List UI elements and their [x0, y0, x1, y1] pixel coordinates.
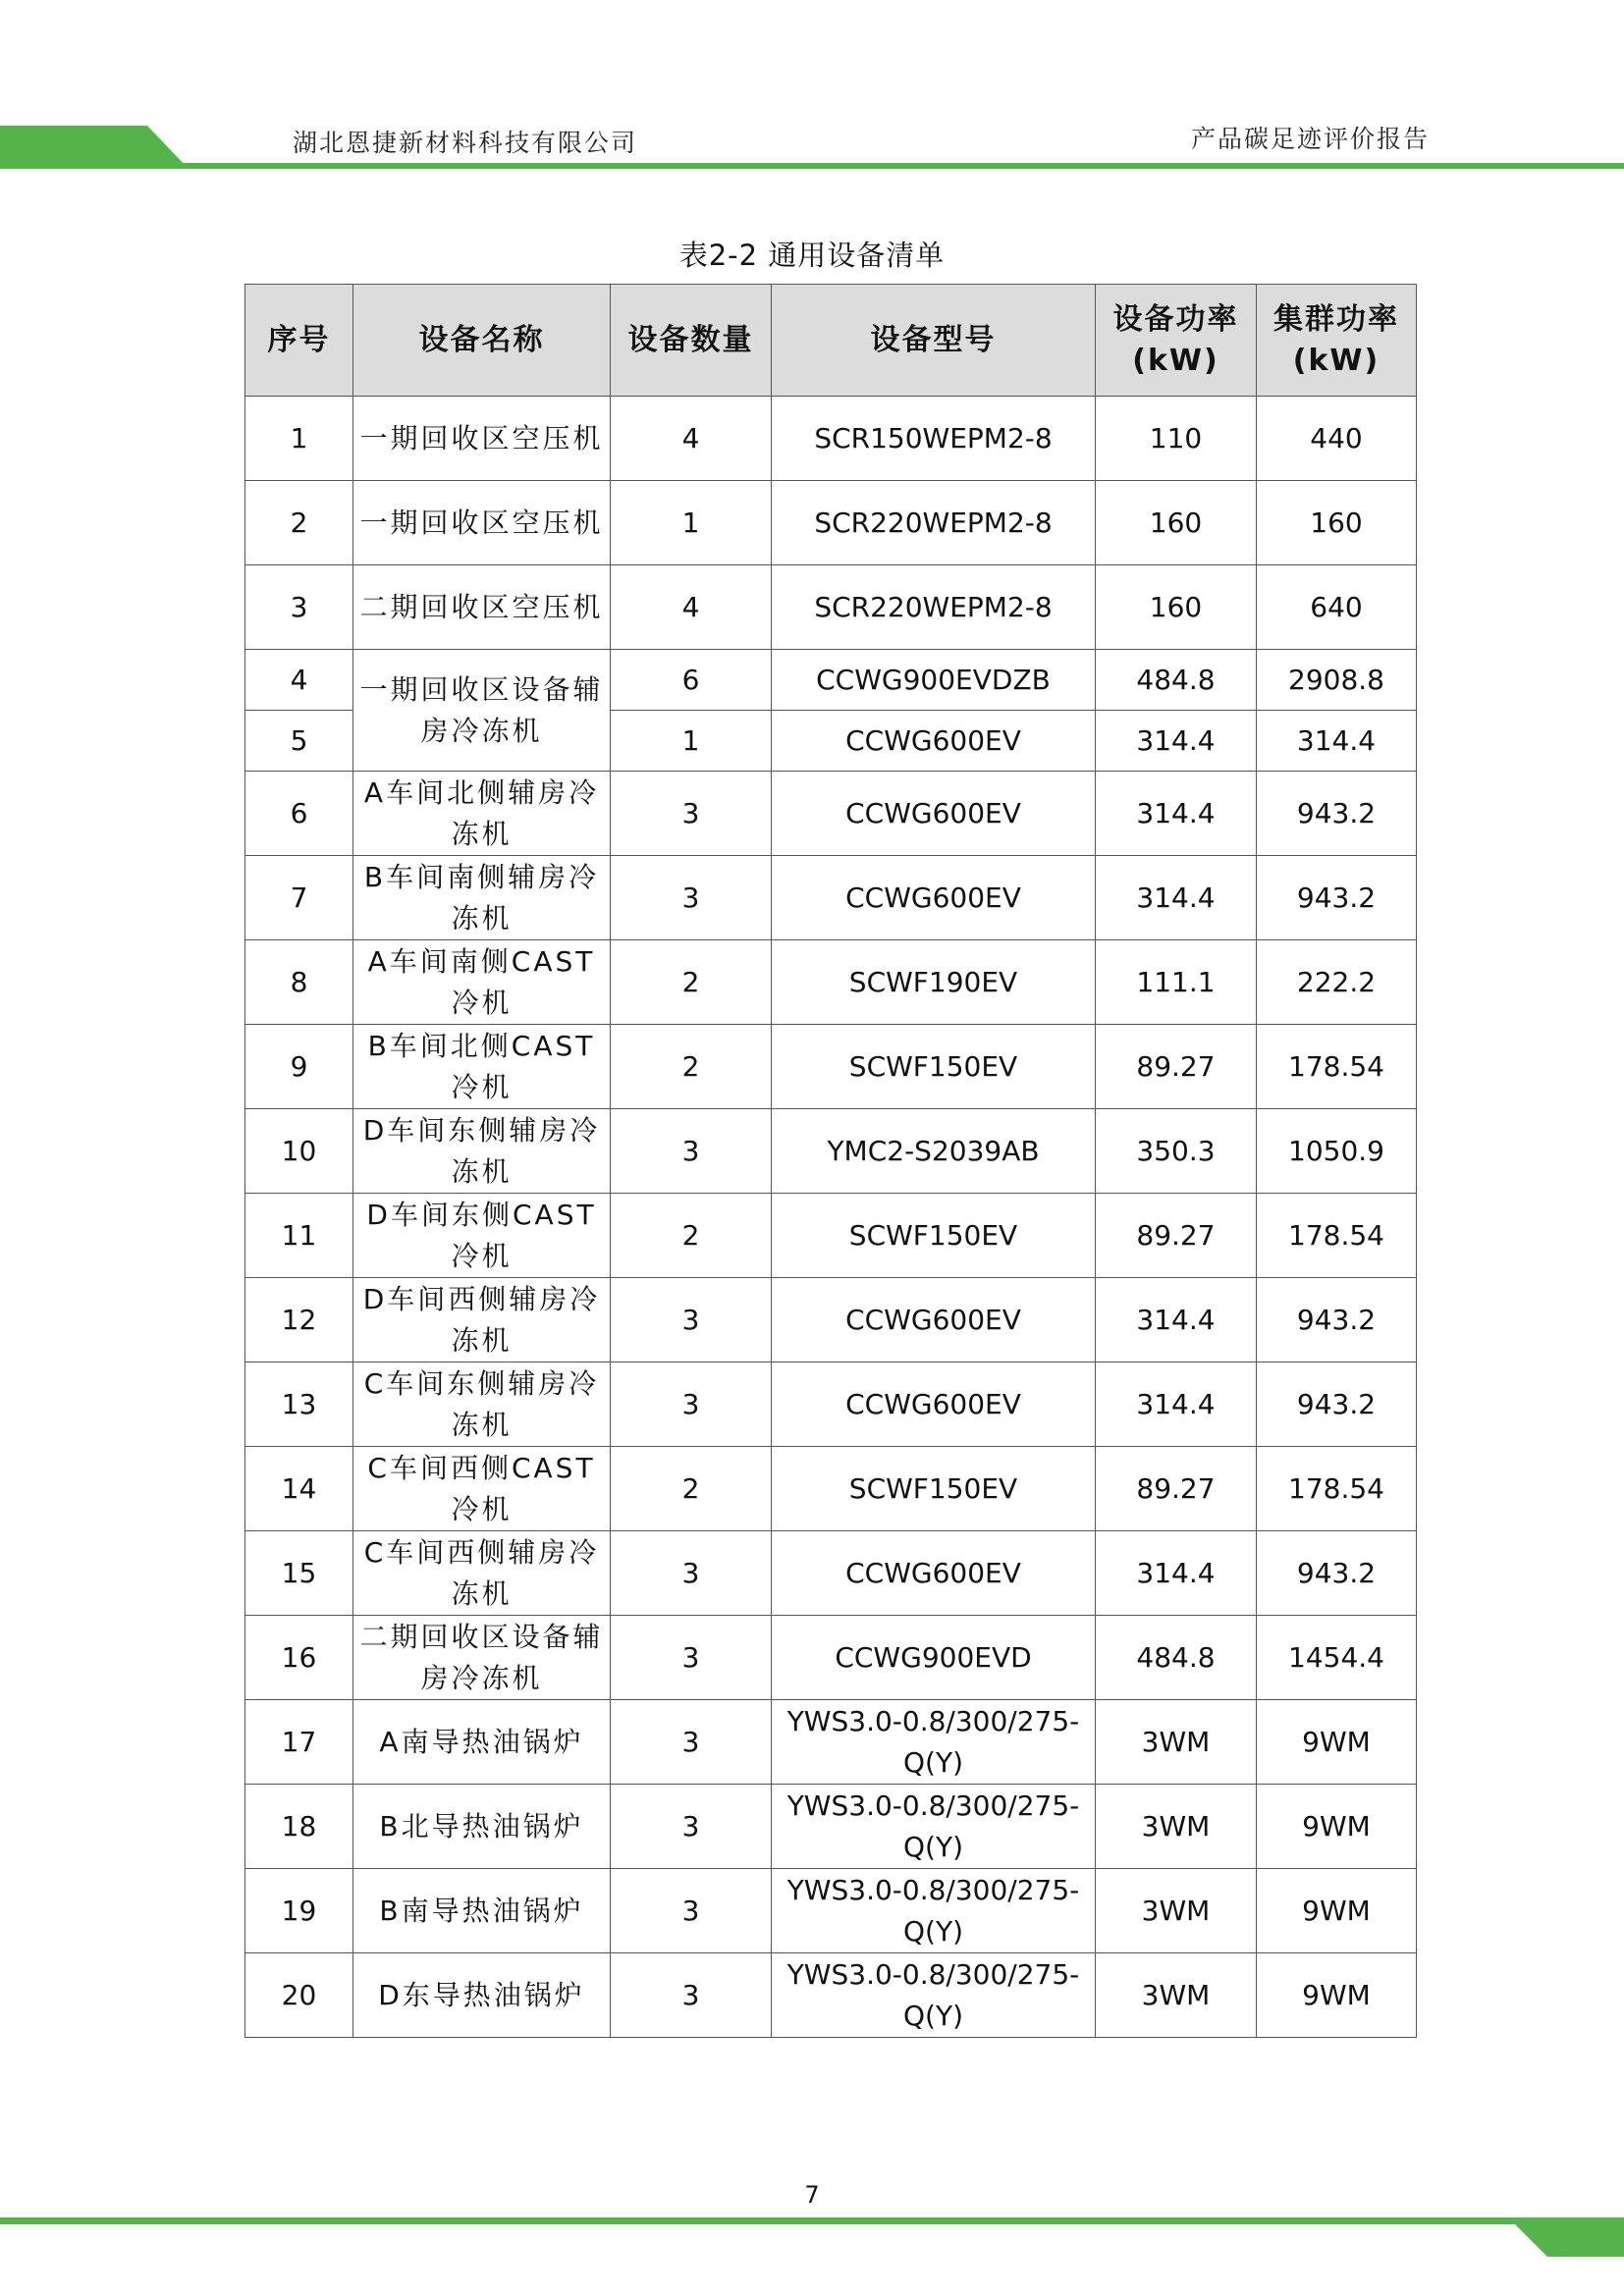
cell-name: C车间东侧辅房冷冻机 [353, 1362, 611, 1447]
cell-name: 一期回收区空压机 [353, 397, 611, 481]
cell-power: 89.27 [1096, 1447, 1257, 1531]
cell-no: 4 [245, 650, 353, 711]
cell-model: CCWG600EV [772, 1362, 1096, 1447]
table-row [245, 1194, 1417, 1278]
cell-no: 1 [245, 397, 353, 481]
cell-cluster-power: 178.54 [1257, 1194, 1417, 1278]
cell-power: 160 [1096, 565, 1257, 650]
cell-qty: 3 [611, 1869, 772, 1953]
page-number: 7 [804, 2181, 820, 2209]
cell-name: B北导热油锅炉 [353, 1785, 611, 1869]
cell-qty: 3 [611, 1531, 772, 1616]
cell-no: 18 [245, 1785, 353, 1869]
cell-name: B车间南侧辅房冷冻机 [353, 856, 611, 940]
cell-model: SCWF150EV [772, 1194, 1096, 1278]
cell-model: YWS3.0-0.8/300/275-Q(Y) [772, 1785, 1096, 1869]
table-row [245, 1700, 1417, 1785]
cell-no: 9 [245, 1025, 353, 1109]
cell-cluster-power: 1050.9 [1257, 1109, 1417, 1194]
cell-model: CCWG600EV [772, 711, 1096, 772]
cell-model: SCR220WEPM2-8 [772, 481, 1096, 565]
cell-model: CCWG600EV [772, 1531, 1096, 1616]
cell-cluster-power: 9WM [1257, 1785, 1417, 1869]
cell-name: D东导热油锅炉 [353, 1953, 611, 2038]
cell-no: 3 [245, 565, 353, 650]
cell-name: A南导热油锅炉 [353, 1700, 611, 1785]
col-header-cluster-label: 集群功率 [1273, 301, 1399, 337]
cell-cluster-power: 178.54 [1257, 1447, 1417, 1531]
cell-name: B车间北侧CAST冷机 [353, 1025, 611, 1109]
cell-no: 10 [245, 1109, 353, 1194]
cell-no: 12 [245, 1278, 353, 1362]
col-header-qty: 设备数量 [611, 285, 772, 397]
cell-qty: 4 [611, 397, 772, 481]
cell-no: 7 [245, 856, 353, 940]
cell-power: 314.4 [1096, 772, 1257, 856]
cell-power: 3WM [1096, 1953, 1257, 2038]
table-row [245, 1531, 1417, 1616]
cell-name: A车间北侧辅房冷冻机 [353, 772, 611, 856]
cell-power: 314.4 [1096, 711, 1257, 772]
cell-no: 19 [245, 1869, 353, 1953]
cell-qty: 3 [611, 1109, 772, 1194]
cell-power: 89.27 [1096, 1025, 1257, 1109]
cell-cluster-power: 178.54 [1257, 1025, 1417, 1109]
cell-no: 16 [245, 1616, 353, 1700]
table-row [245, 1278, 1417, 1362]
cell-cluster-power: 943.2 [1257, 1531, 1417, 1616]
cell-no: 17 [245, 1700, 353, 1785]
col-header-power-unit: (kW) [1132, 343, 1219, 378]
cell-power: 111.1 [1096, 940, 1257, 1025]
cell-no: 2 [245, 481, 353, 565]
table-caption: 表2-2 通用设备清单 [678, 239, 946, 272]
cell-no: 13 [245, 1362, 353, 1447]
table-row [245, 397, 1417, 481]
footer-rule [0, 2217, 1624, 2224]
cell-power: 314.4 [1096, 856, 1257, 940]
cell-cluster-power: 640 [1257, 565, 1417, 650]
cell-cluster-power: 943.2 [1257, 772, 1417, 856]
cell-cluster-power: 943.2 [1257, 1362, 1417, 1447]
cell-qty: 2 [611, 940, 772, 1025]
cell-no: 8 [245, 940, 353, 1025]
header-report-title: 产品碳足迹评价报告 [1190, 125, 1430, 153]
header-company: 湖北恩捷新材料科技有限公司 [293, 129, 638, 157]
cell-cluster-power: 9WM [1257, 1953, 1417, 2038]
cell-name: 二期回收区设备辅房冷冻机 [353, 1616, 611, 1700]
cell-power: 3WM [1096, 1869, 1257, 1953]
col-header-cluster-power [1257, 285, 1417, 397]
cell-no: 6 [245, 772, 353, 856]
cell-model: YWS3.0-0.8/300/275-Q(Y) [772, 1953, 1096, 2038]
cell-power: 110 [1096, 397, 1257, 481]
cell-qty: 1 [611, 481, 772, 565]
cell-no: 15 [245, 1531, 353, 1616]
table-row [245, 1447, 1417, 1531]
table-row [245, 1616, 1417, 1700]
cell-power: 3WM [1096, 1785, 1257, 1869]
cell-power: 314.4 [1096, 1362, 1257, 1447]
cell-cluster-power: 943.2 [1257, 1278, 1417, 1362]
cell-power: 484.8 [1096, 650, 1257, 711]
cell-cluster-power: 440 [1257, 397, 1417, 481]
table-row [245, 481, 1417, 565]
cell-model: CCWG600EV [772, 1278, 1096, 1362]
cell-model: CCWG600EV [772, 856, 1096, 940]
cell-qty: 3 [611, 1785, 772, 1869]
cell-qty: 6 [611, 650, 772, 711]
col-header-power [1096, 285, 1257, 397]
cell-no: 5 [245, 711, 353, 772]
equipment-table [244, 284, 1417, 2038]
cell-qty: 3 [611, 1362, 772, 1447]
cell-qty: 3 [611, 1953, 772, 2038]
cell-power: 484.8 [1096, 1616, 1257, 1700]
cell-name: D车间东侧辅房冷冻机 [353, 1109, 611, 1194]
cell-model: YWS3.0-0.8/300/275-Q(Y) [772, 1700, 1096, 1785]
cell-model: SCR150WEPM2-8 [772, 397, 1096, 481]
cell-qty: 3 [611, 1616, 772, 1700]
cell-qty: 3 [611, 772, 772, 856]
table-row [245, 1785, 1417, 1869]
table-row [245, 1109, 1417, 1194]
cell-no: 14 [245, 1447, 353, 1531]
table-header-row [245, 285, 1417, 397]
table-row [245, 1869, 1417, 1953]
col-header-cluster-unit: (kW) [1292, 343, 1380, 378]
cell-no: 11 [245, 1194, 353, 1278]
cell-power: 314.4 [1096, 1278, 1257, 1362]
cell-name: 一期回收区空压机 [353, 481, 611, 565]
cell-power: 350.3 [1096, 1109, 1257, 1194]
cell-name: A车间南侧CAST冷机 [353, 940, 611, 1025]
cell-qty: 2 [611, 1447, 772, 1531]
cell-name: C车间西侧CAST冷机 [353, 1447, 611, 1531]
cell-model: SCWF190EV [772, 940, 1096, 1025]
cell-qty: 3 [611, 856, 772, 940]
cell-name: D车间西侧辅房冷冻机 [353, 1278, 611, 1362]
table-row [245, 650, 1417, 711]
footer-accent-tab [1508, 2217, 1624, 2257]
cell-qty: 2 [611, 1025, 772, 1109]
cell-power: 89.27 [1096, 1194, 1257, 1278]
cell-name: D车间东侧CAST冷机 [353, 1194, 611, 1278]
cell-qty: 1 [611, 711, 772, 772]
cell-model: CCWG900EVDZB [772, 650, 1096, 711]
cell-power: 160 [1096, 481, 1257, 565]
cell-name: C车间西侧辅房冷冻机 [353, 1531, 611, 1616]
col-header-no: 序号 [245, 285, 353, 397]
cell-cluster-power: 2908.8 [1257, 650, 1417, 711]
cell-name: 二期回收区空压机 [353, 565, 611, 650]
cell-power: 314.4 [1096, 1531, 1257, 1616]
cell-qty: 2 [611, 1194, 772, 1278]
cell-cluster-power: 943.2 [1257, 856, 1417, 940]
cell-model: SCWF150EV [772, 1025, 1096, 1109]
cell-qty: 3 [611, 1278, 772, 1362]
cell-cluster-power: 314.4 [1257, 711, 1417, 772]
cell-power: 3WM [1096, 1700, 1257, 1785]
cell-no: 20 [245, 1953, 353, 2038]
table-row [245, 1362, 1417, 1447]
cell-model: YMC2-S2039AB [772, 1109, 1096, 1194]
cell-model: CCWG600EV [772, 772, 1096, 856]
table-row [245, 856, 1417, 940]
cell-model: CCWG900EVD [772, 1616, 1096, 1700]
cell-name: B南导热油锅炉 [353, 1869, 611, 1953]
cell-model: SCWF150EV [772, 1447, 1096, 1531]
cell-cluster-power: 222.2 [1257, 940, 1417, 1025]
cell-qty: 3 [611, 1700, 772, 1785]
header-rule [0, 163, 1624, 169]
cell-cluster-power: 1454.4 [1257, 1616, 1417, 1700]
table-row [245, 1953, 1417, 2038]
cell-model: SCR220WEPM2-8 [772, 565, 1096, 650]
table-row [245, 565, 1417, 650]
col-header-model: 设备型号 [772, 285, 1096, 397]
cell-name: 一期回收区设备辅房冷冻机 [353, 650, 611, 772]
col-header-name: 设备名称 [353, 285, 611, 397]
table-row [245, 1025, 1417, 1109]
table-body [245, 397, 1417, 2038]
col-header-power-label: 设备功率 [1112, 301, 1239, 337]
cell-qty: 4 [611, 565, 772, 650]
cell-cluster-power: 9WM [1257, 1869, 1417, 1953]
table-row [245, 940, 1417, 1025]
cell-cluster-power: 160 [1257, 481, 1417, 565]
cell-model: YWS3.0-0.8/300/275-Q(Y) [772, 1869, 1096, 1953]
table-row [245, 772, 1417, 856]
cell-cluster-power: 9WM [1257, 1700, 1417, 1785]
